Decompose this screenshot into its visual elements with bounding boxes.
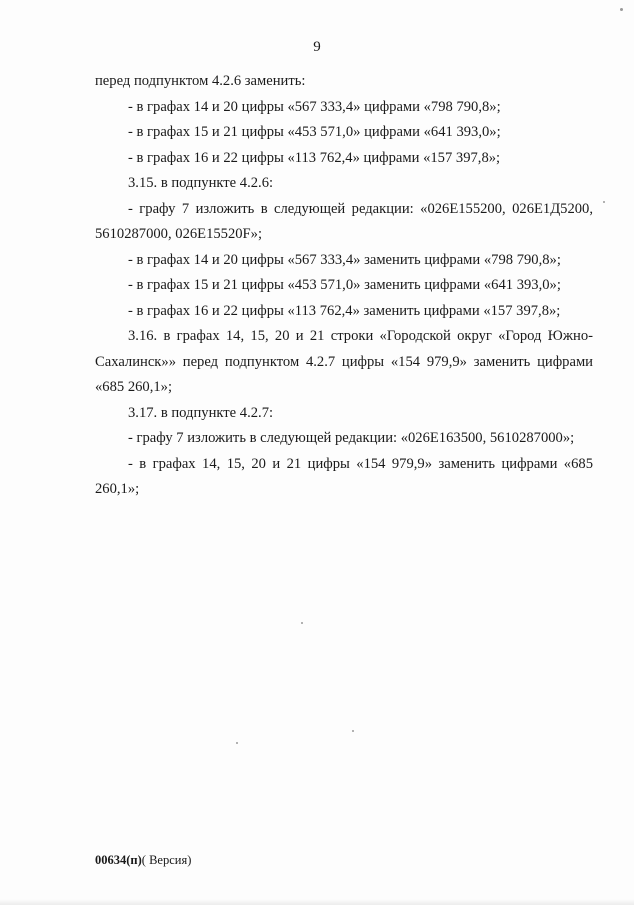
paragraph-clause-3-16: 3.16. в графах 14, 15, 20 и 21 строки «Городской округ «Город Южно-Сахалинск»» перед подпунктом 4.2.7 цифры «154 979,9» заменить цифрами «685 260,1»; — [95, 328, 593, 395]
page-number: 9 — [313, 39, 321, 55]
scan-speck — [603, 201, 605, 203]
footer-code: 00634(п) — [95, 853, 142, 867]
footer-version: ( Версия) — [141, 853, 192, 867]
paragraph-item: - в графах 16 и 22 цифры «113 762,4» заменить цифрами «157 397,8»; — [128, 302, 561, 319]
paragraph-item: - в графах 15 и 21 цифры «453 571,0» цифрами «641 393,0»; — [128, 124, 501, 140]
paragraph-item: - в графах 16 и 22 цифры «113 762,4» цифрами «157 397,8»; — [128, 149, 501, 166]
paragraph-clause-3-15: 3.15. в подпункте 4.2.6: — [128, 175, 274, 191]
paragraph-item: - графу 7 изложить в следующей редакции: «026Е155200, 026Е1Д5200, 5610287000, 026Е15520F»; — [95, 200, 593, 242]
paragraph-item: - в графах 14 и 20 цифры «567 333,4» заменить цифрами «798 790,8»; — [128, 251, 561, 268]
scan-speck — [620, 8, 623, 11]
paragraph-clause-3-17: 3.17. в подпункте 4.2.7: — [128, 404, 274, 421]
scan-speck — [352, 730, 354, 732]
paragraph-item: - в графах 14 и 20 цифры «567 333,4» цифрами «798 790,8»; — [128, 98, 501, 115]
paragraph-item: - графу 7 изложить в следующей редакции: «026Е163500, 5610287000»; — [128, 430, 575, 446]
paragraph-continuation: перед подпунктом 4.2.6 заменить: — [95, 73, 306, 89]
document-footer — [95, 852, 191, 868]
scan-edge — [0, 899, 634, 905]
scan-speck — [301, 622, 303, 624]
paragraph-item: - в графах 15 и 21 цифры «453 571,0» заменить цифрами «641 393,0»; — [128, 277, 561, 293]
paragraph-item: - в графах 14, 15, 20 и 21 цифры «154 979,9» заменить цифрами «685 260,1»; — [95, 455, 593, 497]
scan-speck — [236, 742, 238, 744]
document-body — [95, 69, 593, 503]
